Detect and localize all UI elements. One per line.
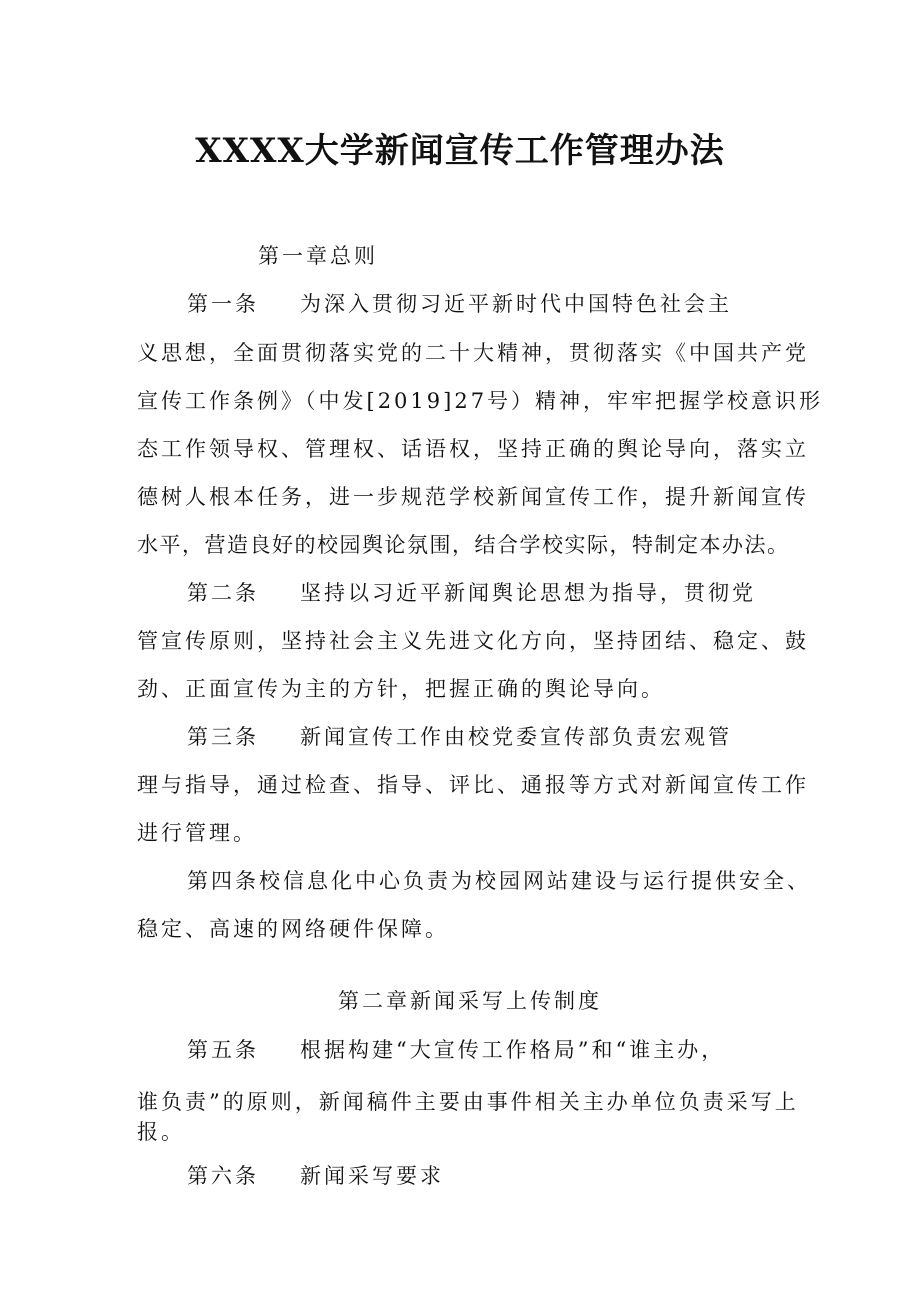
article-5-line: 报。 [137, 1120, 185, 1144]
article-5-line: 谁负责”的原则，新闻稿件主要由事件相关主办单位负责采写上 [137, 1090, 799, 1114]
article-text: 为深入贯彻习近平新时代中国特色社会主 [300, 292, 732, 316]
article-label: 第六条 [187, 1164, 259, 1188]
article-label: 第五条 [187, 1038, 259, 1062]
article-1-line: 宣传工作条例》（中发[2019]27号）精神，牢牢把握学校意识形 [137, 389, 824, 413]
article-4-line: 稳定、高速的网络硬件保障。 [137, 917, 449, 941]
article-3-line: 理与指导，通过检查、指导、评比、通报等方式对新闻宣传工作 [137, 773, 809, 797]
article-1-line: 义思想，全面贯彻落实党的二十大精神，贯彻落实《中国共产党 [137, 341, 809, 365]
article-2-line: 劲、正面宣传为主的方针，把握正确的舆论导向。 [137, 677, 665, 701]
chapter-heading: 第二章新闻采写上传制度 [338, 989, 602, 1013]
article-4-line: 第四条校信息化中心负责为校园网站建设与运行提供安全、 [187, 869, 811, 893]
article-1-line: 态工作领导权、管理权、话语权，坚持正确的舆论导向，落实立 [137, 437, 809, 461]
article-2-first-line [187, 577, 756, 609]
article-text: 坚持以习近平新闻舆论思想为指导，贯彻党 [300, 581, 756, 605]
article-text: 新闻宣传工作由校党委宣传部负责宏观管 [300, 725, 732, 749]
article-label: 第三条 [187, 725, 259, 749]
article-text: 根据构建“大宣传工作格局”和“谁主办， [300, 1038, 726, 1062]
article-1-line: 水平，营造良好的校园舆论氛围，结合学校实际，特制定本办法。 [137, 533, 790, 557]
article-6-line [187, 1160, 444, 1192]
article-1-line: 德树人根本任务，进一步规范学校新闻宣传工作，提升新闻宣传 [137, 485, 809, 509]
article-1-first-line [187, 288, 732, 320]
article-text: 新闻采写要求 [300, 1164, 444, 1188]
chapter-heading: 第一章总则 [258, 244, 378, 268]
article-2-line: 管宣传原则，坚持社会主义先进文化方向，坚持团结、稳定、鼓 [137, 629, 809, 653]
article-label: 第一条 [187, 292, 259, 316]
document-title: XXXX大学新闻宣传工作管理办法 [195, 131, 725, 171]
article-5-first-line [187, 1034, 725, 1066]
article-label: 第二条 [187, 581, 259, 605]
article-3-first-line [187, 721, 732, 753]
article-3-line: 进行管理。 [137, 821, 257, 845]
